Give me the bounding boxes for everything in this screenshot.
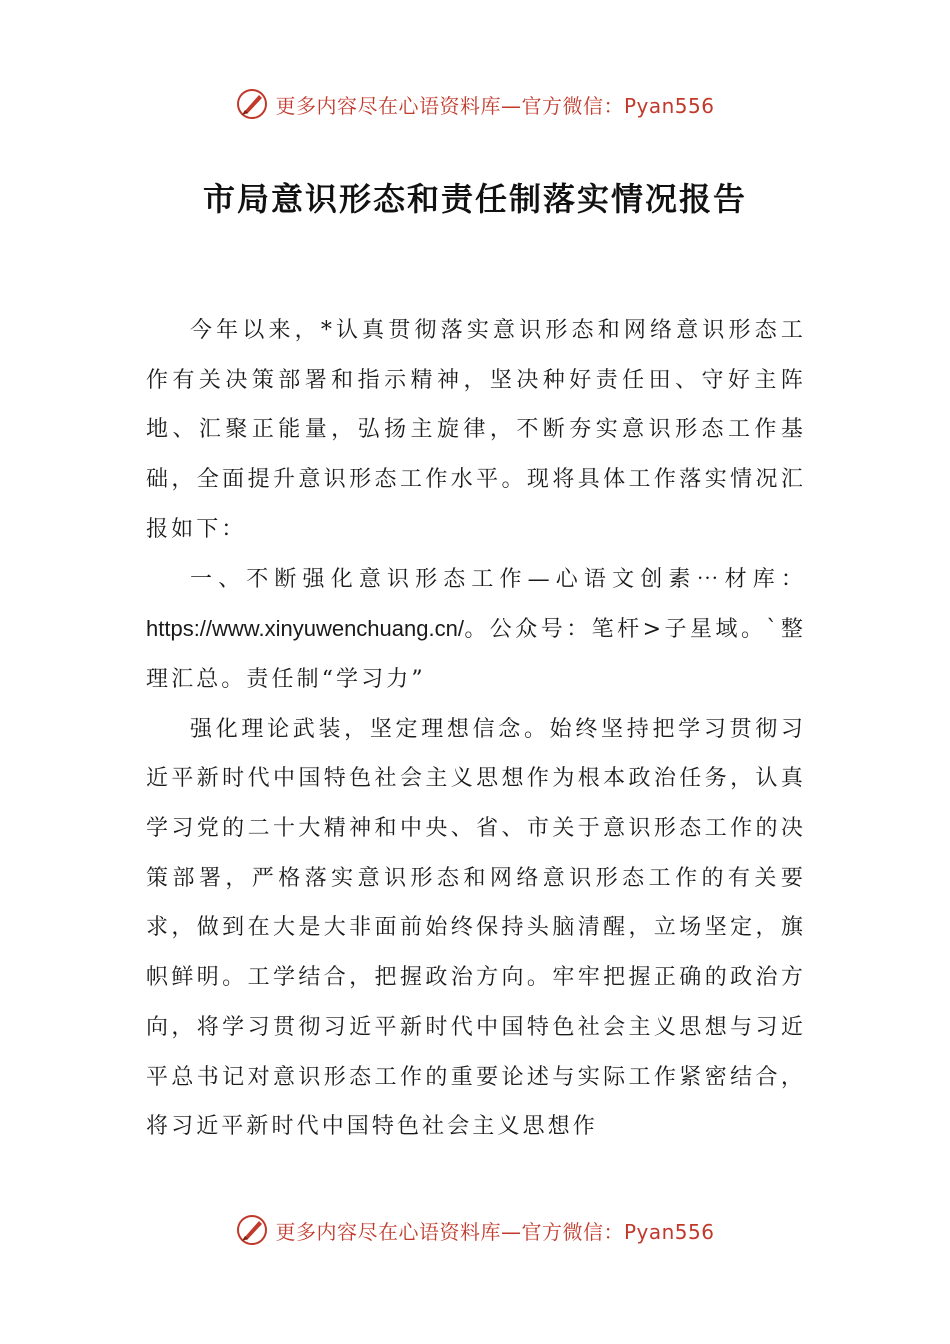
body-paragraph: 强化理论武装，坚定理想信念。始终坚持把学习贯彻习近平新时代中国特色社会主义思想作为根本政治任务，认真学习党的二十大精神和中央、省、市关于意识形态工作的决策部署，严格落实意识形态和网络意识形态工作的有关要求，做到在大是大非面前始终保持头脑清醒，立场坚定，旗帜鲜明。工学结合，把握政治方向。牢牢把握正确的政治方向，将学习贯彻习近平新时代中国特色社会主义思想与习近平总书记对意识形态工作的重要论述与实际工作紧密结合，将习近平新时代中国特色社会主义思想作 <box>146 716 806 1140</box>
watermark-contact: 官方微信：Pyan556 <box>521 1219 715 1244</box>
section-heading <box>146 555 806 705</box>
pen-emblem-icon <box>235 87 269 121</box>
section-heading-prefix: 一、不断强化意识形态工作—心语文创素⋯材库： <box>190 566 806 592</box>
pen-emblem-icon <box>235 1213 269 1247</box>
watermark-dash: — <box>500 1219 522 1244</box>
document-title: 市局意识形态和责任制落实情况报告 <box>202 180 747 218</box>
watermark-text: 更多内容尽在心语资料库 <box>275 93 501 118</box>
section-heading-suffix: 。公众号：笔杆>子星域。`整理汇总。责任制“学习力” <box>146 617 806 692</box>
source-url-link[interactable]: https://www.xinyuwenchuang.cn/ <box>146 616 464 642</box>
watermark-dash: — <box>500 93 522 118</box>
document-body <box>146 306 806 1152</box>
footer-watermark <box>0 1210 950 1250</box>
header-watermark <box>0 84 950 124</box>
watermark-contact: 官方微信：Pyan556 <box>521 93 715 118</box>
intro-paragraph: 今年以来，*认真贯彻落实意识形态和网络意识形态工作有关决策部署和指示精神，坚决种好责任田、守好主阵地、汇聚正能量，弘扬主旋律，不断夯实意识形态工作基础，全面提升意识形态工作水平。现将具体工作落实情况汇报如下： <box>146 318 806 542</box>
watermark-text: 更多内容尽在心语资料库 <box>275 1219 501 1244</box>
